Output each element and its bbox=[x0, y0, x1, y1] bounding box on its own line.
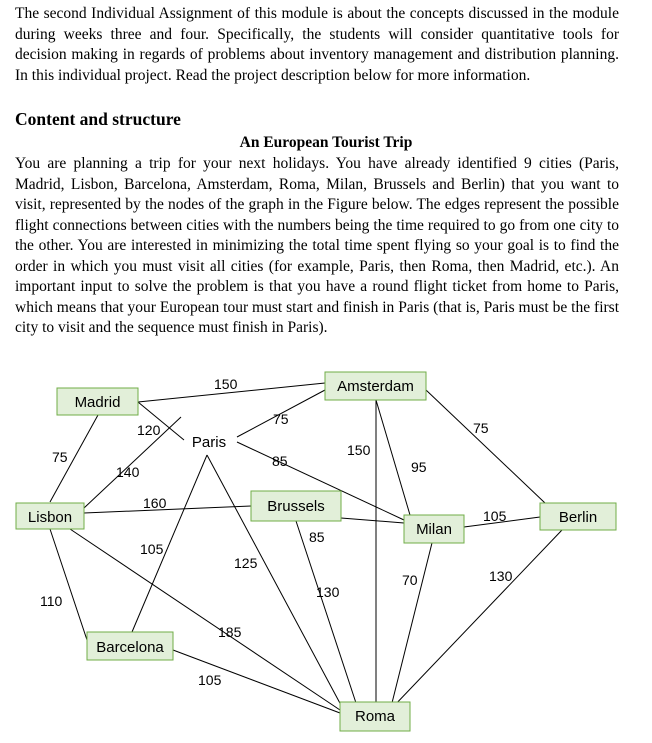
node-milan: Milan bbox=[416, 521, 452, 538]
weight-madrid-lisbon: 75 bbox=[52, 449, 68, 465]
trip-subheading: An European Tourist Trip bbox=[239, 134, 413, 151]
edge-lisbon-paris bbox=[84, 417, 181, 508]
weight-paris-roma: 125 bbox=[234, 555, 258, 571]
edge-lisbon-brussels bbox=[84, 506, 251, 513]
edge-lisbon-barcelona bbox=[50, 529, 87, 640]
node-lisbon: Lisbon bbox=[27, 509, 73, 526]
weight-barcelona-roma: 185 bbox=[218, 624, 242, 640]
weight-berlin-roma: 130 bbox=[489, 568, 513, 584]
weight-amsterdam-milan: 95 bbox=[411, 459, 427, 475]
weight-brussels-milan: 85 bbox=[309, 529, 325, 545]
weight-lisbon-roma: 105 bbox=[198, 672, 222, 688]
weight-paris-barcelona: 105 bbox=[140, 541, 164, 557]
node-madrid: Madrid bbox=[74, 394, 121, 411]
edge-brussels-milan bbox=[341, 518, 404, 523]
edge-amsterdam-berlin bbox=[426, 390, 545, 503]
node-roma: Roma bbox=[354, 708, 396, 725]
edge-milan-roma bbox=[392, 543, 432, 703]
section-heading: Content and structure bbox=[15, 109, 181, 129]
weight-madrid-paris: 120 bbox=[137, 422, 161, 438]
node-barcelona: Barcelona bbox=[96, 639, 164, 656]
edge-brussels-roma bbox=[296, 521, 356, 703]
node-brussels: Brussels bbox=[267, 498, 325, 515]
weight-paris-milan: 85 bbox=[272, 453, 288, 469]
weight-lisbon-brussels: 160 bbox=[143, 495, 167, 511]
weight-milan-berlin: 105 bbox=[483, 508, 507, 524]
edge-berlin-roma bbox=[392, 530, 562, 708]
weight-paris-amsterdam: 75 bbox=[273, 411, 289, 427]
weight-amsterdam-roma: 150 bbox=[347, 442, 371, 458]
graph-nodes bbox=[16, 372, 616, 731]
intro-paragraph: The second Individual Assignment of this module is about the concepts discussed in the module during weeks three and four. Specifically, the students will consider quantitative tools for decision making in regards of problems about inventory management and distribution planning. In this individual project. Read the project description below for more information. bbox=[15, 5, 619, 84]
weight-madrid-amsterdam: 150 bbox=[214, 376, 238, 392]
node-amsterdam: Amsterdam bbox=[337, 378, 414, 395]
edge-amsterdam-milan bbox=[376, 400, 410, 515]
node-berlin: Berlin bbox=[558, 509, 598, 526]
weight-lisbon-barcelona: 110 bbox=[40, 593, 63, 609]
weight-milan-roma: 70 bbox=[402, 572, 418, 588]
node-paris: Paris bbox=[191, 434, 227, 451]
weight-brussels-roma: 130 bbox=[316, 584, 340, 600]
weight-lisbon-paris: 140 bbox=[116, 464, 140, 480]
weight-amsterdam-berlin: 75 bbox=[473, 420, 489, 436]
description-paragraph: You are planning a trip for your next holidays. You have already identified 9 cities (Paris, Madrid, Lisbon, Barcelona, Amsterdam, Roma, Milan, Brussels and Berlin) that you want to visit, represented by the nodes of the graph in the Figure below. The edges represent the possible flight connections between cities with the numbers being the time required to go from one city to the other. You are interested in minimizing the total time spent flying so your goal is to find the order in which you must visit all cities (for example, Paris, then Roma, then Madrid, etc.). An important input to solve the problem is that you have a round flight ticket from home to Paris, which means that your European tour must start and finish in Paris (that is, Paris must be the first city to visit and the sequence must finish in Paris). bbox=[15, 155, 619, 336]
